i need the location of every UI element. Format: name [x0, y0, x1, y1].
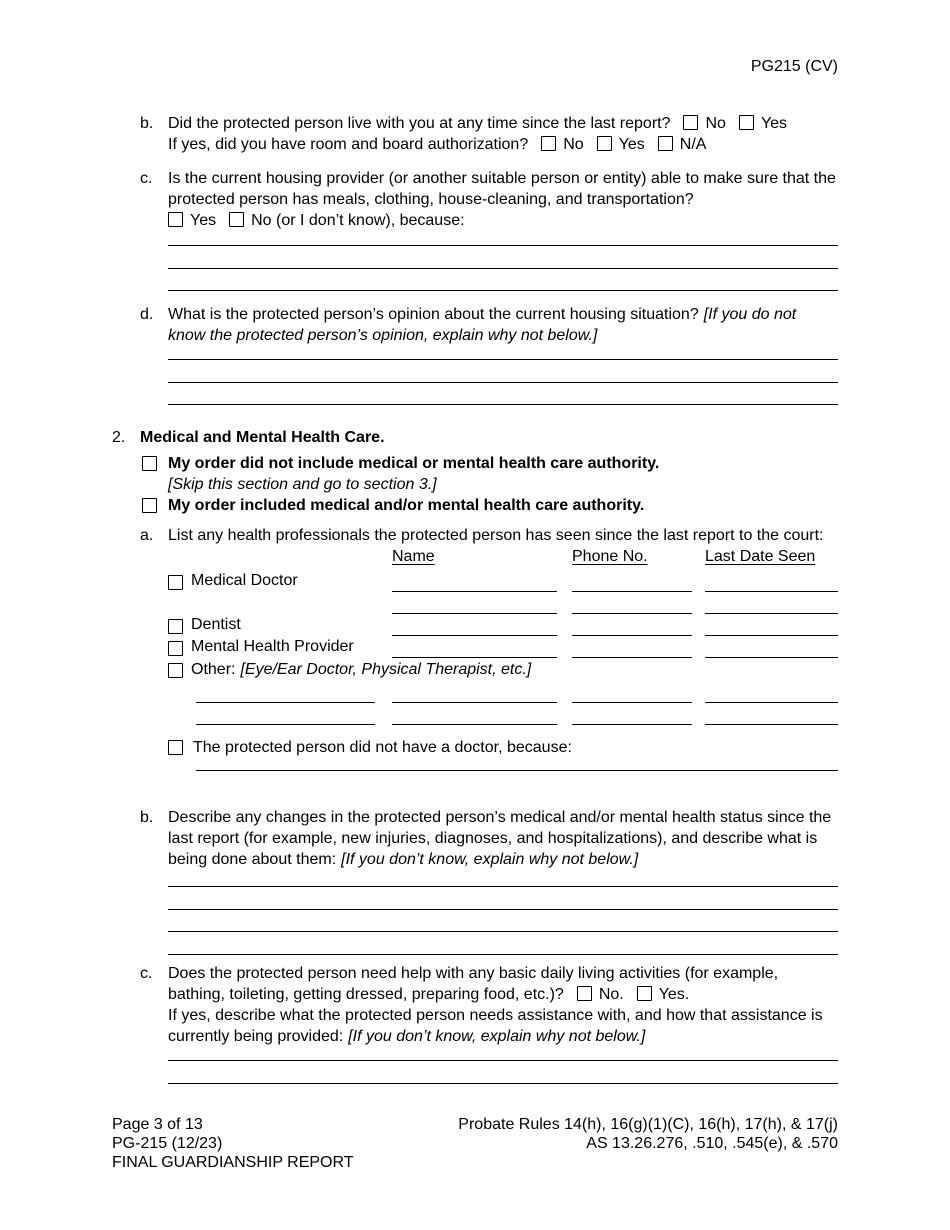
checkbox-label-yes: Yes: [760, 115, 788, 132]
writing-line[interactable]: [705, 592, 838, 614]
name-field: [392, 703, 572, 725]
row-label: [168, 592, 392, 614]
writing-line[interactable]: [168, 1061, 838, 1084]
table-row-blank: [168, 592, 838, 614]
question-line: [168, 304, 838, 346]
table-row-blank: [168, 680, 838, 703]
checkbox-provider-yes[interactable]: [168, 212, 183, 227]
writing-line[interactable]: [168, 910, 838, 932]
date-field: [705, 703, 838, 725]
date-field: [705, 614, 838, 636]
option-authority: [142, 495, 838, 516]
footer-page-number: Page 3 of 13: [112, 1116, 203, 1133]
other-name-field: [168, 703, 392, 725]
phone-field: [572, 568, 705, 592]
writing-line[interactable]: [705, 703, 838, 725]
writing-line[interactable]: [196, 680, 375, 703]
question-line: [168, 1005, 838, 1047]
question-instruction-italic: [If you don’t know, explain why not below.]: [341, 851, 639, 868]
table-header-row: [168, 546, 838, 568]
writing-line[interactable]: [572, 592, 692, 614]
writing-line[interactable]: [168, 346, 838, 360]
section-number: 2.: [112, 429, 126, 446]
checkbox-roomboard-na[interactable]: [658, 136, 673, 151]
writing-line[interactable]: [168, 269, 838, 291]
checkbox-no-doctor[interactable]: [168, 740, 183, 755]
question-text: If yes, did you have room and board authorization?: [168, 136, 529, 153]
checkbox-authority[interactable]: [142, 498, 157, 513]
table-row-mental-health: [168, 636, 838, 658]
writing-line[interactable]: [392, 592, 557, 614]
question-line: [168, 113, 838, 134]
checkbox-other[interactable]: [168, 663, 183, 678]
footer-row: [112, 1115, 838, 1134]
question-housing-b: [140, 113, 838, 155]
footer-statutes: AS 13.26.276, .510, .545(e), & .570: [586, 1135, 838, 1152]
option-label: My order did not include medical or mental health care authority.: [168, 455, 660, 472]
question-text: Does the protected person need help with any basic daily living activities (for example, bathing, toileting, getting dressed, preparing food, etc.)?: [168, 965, 779, 1003]
date-field: [705, 680, 838, 703]
date-field: [705, 636, 838, 658]
writing-line[interactable]: [572, 614, 692, 636]
writing-line[interactable]: [705, 636, 838, 658]
date-field: [705, 592, 838, 614]
table-row-blank: [168, 703, 838, 725]
writing-line[interactable]: [168, 932, 838, 955]
item-letter-c: c.: [140, 170, 153, 187]
row-label-text: Other:: [191, 661, 236, 678]
writing-line[interactable]: [392, 568, 557, 592]
table-row-dentist: [168, 614, 838, 636]
footer-row: [112, 1134, 838, 1153]
checkbox-label-yes: Yes: [190, 212, 217, 229]
writing-line[interactable]: [392, 703, 557, 725]
table-header-spacer: [168, 546, 392, 568]
writing-line[interactable]: [168, 246, 838, 269]
writing-line[interactable]: [572, 703, 692, 725]
question-text: What is the protected person’s opinion about the current housing situation?: [168, 306, 699, 323]
writing-line[interactable]: [168, 232, 838, 246]
question-line: [168, 807, 838, 870]
question-line: [168, 963, 838, 1005]
phone-field: [572, 592, 705, 614]
question-medical-a: [140, 525, 838, 771]
skip-instruction: [Skip this section and go to section 3.]: [168, 476, 437, 493]
form-code: PG215 (CV): [750, 58, 838, 75]
row-label-text: Dentist: [191, 616, 241, 633]
column-header-name: [392, 546, 572, 568]
other-examples-italic: [Eye/Ear Doctor, Physical Therapist, etc.]: [240, 661, 532, 678]
question-text: If yes, describe what the protected person needs assistance with, and how that assistance is currently being provided:: [168, 1007, 823, 1045]
question-medical-b: [140, 807, 838, 955]
item-letter-d: d.: [140, 306, 154, 323]
footer-form-number: PG-215 (12/23): [112, 1135, 223, 1152]
column-header-label: Name: [392, 548, 435, 565]
checkbox-provider-no[interactable]: [229, 212, 244, 227]
writing-line[interactable]: [572, 636, 692, 658]
column-header-date: [705, 546, 838, 568]
section-title: Medical and Mental Health Care.: [140, 429, 385, 446]
section-2-heading: [112, 427, 838, 448]
checkbox-lived-yes[interactable]: [739, 115, 754, 130]
option-no-authority: [142, 453, 838, 474]
item-letter-b: b.: [140, 809, 154, 826]
column-header-label: Phone No.: [572, 548, 648, 565]
writing-line[interactable]: [705, 614, 838, 636]
row-label: [168, 614, 392, 636]
checkbox-mental-health-provider[interactable]: [168, 641, 183, 656]
checkbox-label-no: No.: [598, 986, 624, 1003]
checkbox-medical-doctor[interactable]: [168, 575, 183, 590]
checkbox-label-no: No: [563, 136, 584, 153]
checkbox-dentist[interactable]: [168, 619, 183, 634]
checkbox-help-yes[interactable]: [637, 986, 652, 1001]
option-label: My order included medical and/or mental health care authority.: [168, 497, 645, 514]
row-label: [168, 568, 392, 592]
phone-field: [572, 636, 705, 658]
question-line: [168, 134, 838, 155]
writing-line[interactable]: [392, 636, 557, 658]
checkbox-no-authority[interactable]: [142, 456, 157, 471]
item-letter-a: a.: [140, 527, 154, 544]
item-letter-c: c.: [140, 965, 153, 982]
table-row-other: [168, 658, 838, 680]
writing-line[interactable]: [168, 870, 838, 887]
footer-probate-rules: Probate Rules 14(h), 16(g)(1)(C), 16(h), 17(h), & 17(j): [458, 1116, 838, 1133]
table-row-medical-doctor: [168, 568, 838, 592]
column-header-phone: [572, 546, 705, 568]
checkbox-label-no: No (or I don’t know), because:: [251, 212, 465, 229]
checkbox-roomboard-no[interactable]: [541, 136, 556, 151]
question-medical-c: [140, 963, 838, 1084]
name-field: [392, 592, 572, 614]
option-no-doctor: [168, 737, 838, 758]
writing-line[interactable]: [705, 680, 838, 703]
question-text: Did the protected person live with you at any time since the last report?: [168, 115, 671, 132]
option-label: The protected person did not have a doctor, because:: [193, 739, 572, 756]
question-instruction-italic: [If you do not know the protected person’s opinion, explain why not below.]: [168, 306, 797, 344]
footer-form-title: FINAL GUARDIANSHIP REPORT: [112, 1154, 354, 1171]
question-housing-d: [140, 304, 838, 405]
writing-line[interactable]: [168, 360, 838, 383]
writing-line[interactable]: [168, 887, 838, 910]
question-instruction-italic: [If you don’t know, explain why not below.]: [348, 1028, 646, 1045]
name-field: [392, 568, 572, 592]
page-footer: [112, 1115, 838, 1172]
writing-line[interactable]: [168, 383, 838, 405]
writing-line[interactable]: [705, 568, 838, 592]
name-field: [392, 636, 572, 658]
column-header-label: Last Date Seen: [705, 548, 816, 565]
row-label-text: Medical Doctor: [191, 572, 298, 589]
writing-line[interactable]: [196, 758, 838, 771]
item-letter-b: b.: [140, 115, 154, 132]
writing-line[interactable]: [572, 680, 692, 703]
phone-field: [572, 680, 705, 703]
question-text: Describe any changes in the protected person’s medical and/or mental health status since the last report (for example, new injuries, diagnoses, and hospitalizations), and describe what is being done about them:: [168, 809, 832, 868]
question-text: Is the current housing provider (or another suitable person or entity) able to make sure that the protected person has meals, clothing, house-cleaning, and transportation?: [168, 170, 836, 208]
question-housing-c: [140, 168, 838, 291]
question-text: List any health professionals the protected person has seen since the last report to the court:: [168, 527, 824, 544]
checkbox-label-no: No: [705, 115, 726, 132]
footer-row: [112, 1153, 838, 1172]
phone-field: [572, 703, 705, 725]
writing-line[interactable]: [572, 568, 692, 592]
date-field: [705, 568, 838, 592]
writing-line[interactable]: [392, 614, 557, 636]
checkbox-roomboard-yes[interactable]: [597, 136, 612, 151]
writing-line[interactable]: [168, 1047, 838, 1061]
name-field: [392, 614, 572, 636]
writing-line[interactable]: [392, 680, 557, 703]
phone-field: [572, 614, 705, 636]
other-name-field: [168, 680, 392, 703]
row-label: [168, 636, 392, 658]
checkbox-label-na: N/A: [679, 136, 707, 153]
writing-line[interactable]: [196, 703, 375, 725]
checkbox-label-yes: Yes: [618, 136, 645, 153]
name-field: [392, 680, 572, 703]
checkbox-label-yes: Yes.: [658, 986, 690, 1003]
answer-options: [168, 210, 838, 232]
checkbox-help-no[interactable]: [577, 986, 592, 1001]
checkbox-lived-no[interactable]: [683, 115, 698, 130]
row-label-text: Mental Health Provider: [191, 638, 354, 655]
